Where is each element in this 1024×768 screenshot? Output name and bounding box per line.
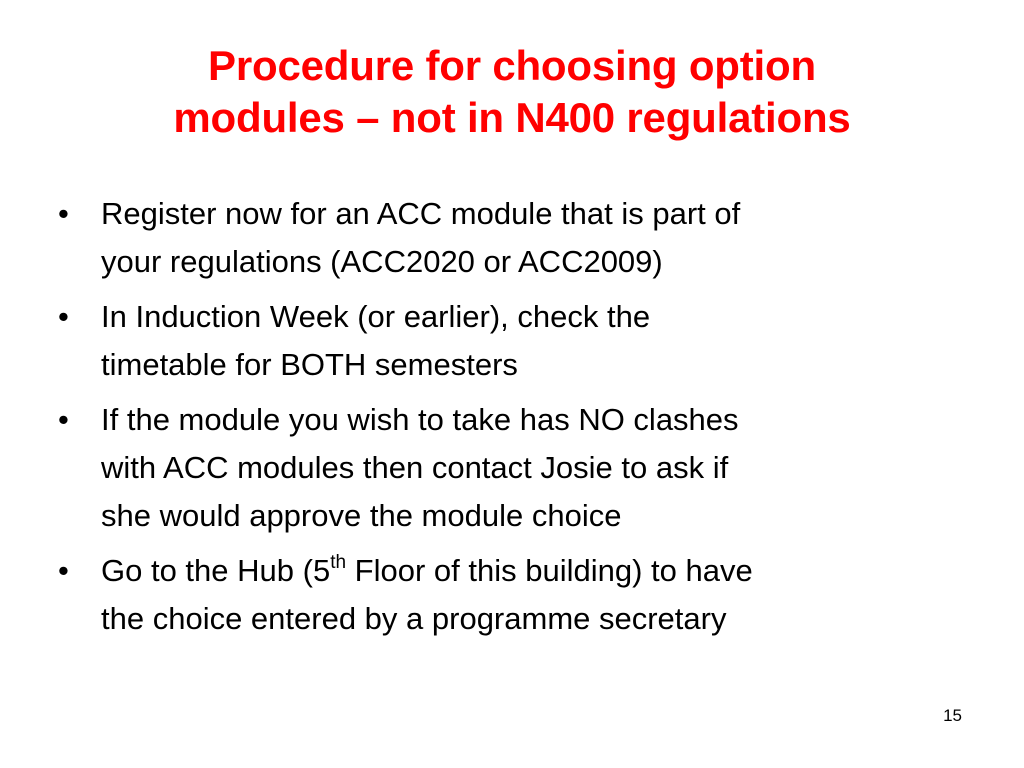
bullet-text-line: timetable for BOTH semesters [101,347,518,382]
slide-title-line: modules – not in N400 regulations [173,94,851,141]
bullet-text-fragment: Floor of this building) to have [346,553,753,588]
bullet-text-line: the choice entered by a programme secretary [101,601,727,636]
bullet-icon: • [58,196,69,231]
bullet-text-line: your regulations (ACC2020 or ACC2009) [101,244,663,279]
bullet-text-line: with ACC modules then contact Josie to ask if [101,450,729,485]
page-number: 15 [943,706,962,725]
bullet-item-register [58,190,958,286]
bullet-icon: • [58,402,69,437]
bullet-icon: • [58,553,69,588]
bullet-text-line: Register now for an ACC module that is part of [101,196,741,231]
bullet-item-no-clashes [58,396,958,540]
bullet-text-line: If the module you wish to take has NO clashes [101,402,739,437]
slide-title-line: Procedure for choosing option [208,42,816,89]
slide-title [60,40,964,144]
bullet-item-go-to-hub [58,547,958,643]
bullet-icon: • [58,299,69,334]
ordinal-superscript: th [330,551,347,573]
bullet-text-line: she would approve the module choice [101,498,622,533]
bullet-list [58,190,958,650]
bullet-text-line: In Induction Week (or earlier), check the [101,299,651,334]
bullet-text-fragment: Go to the Hub (5 [101,553,331,588]
bullet-item-induction-week [58,293,958,389]
bullet-text-line [101,547,958,595]
